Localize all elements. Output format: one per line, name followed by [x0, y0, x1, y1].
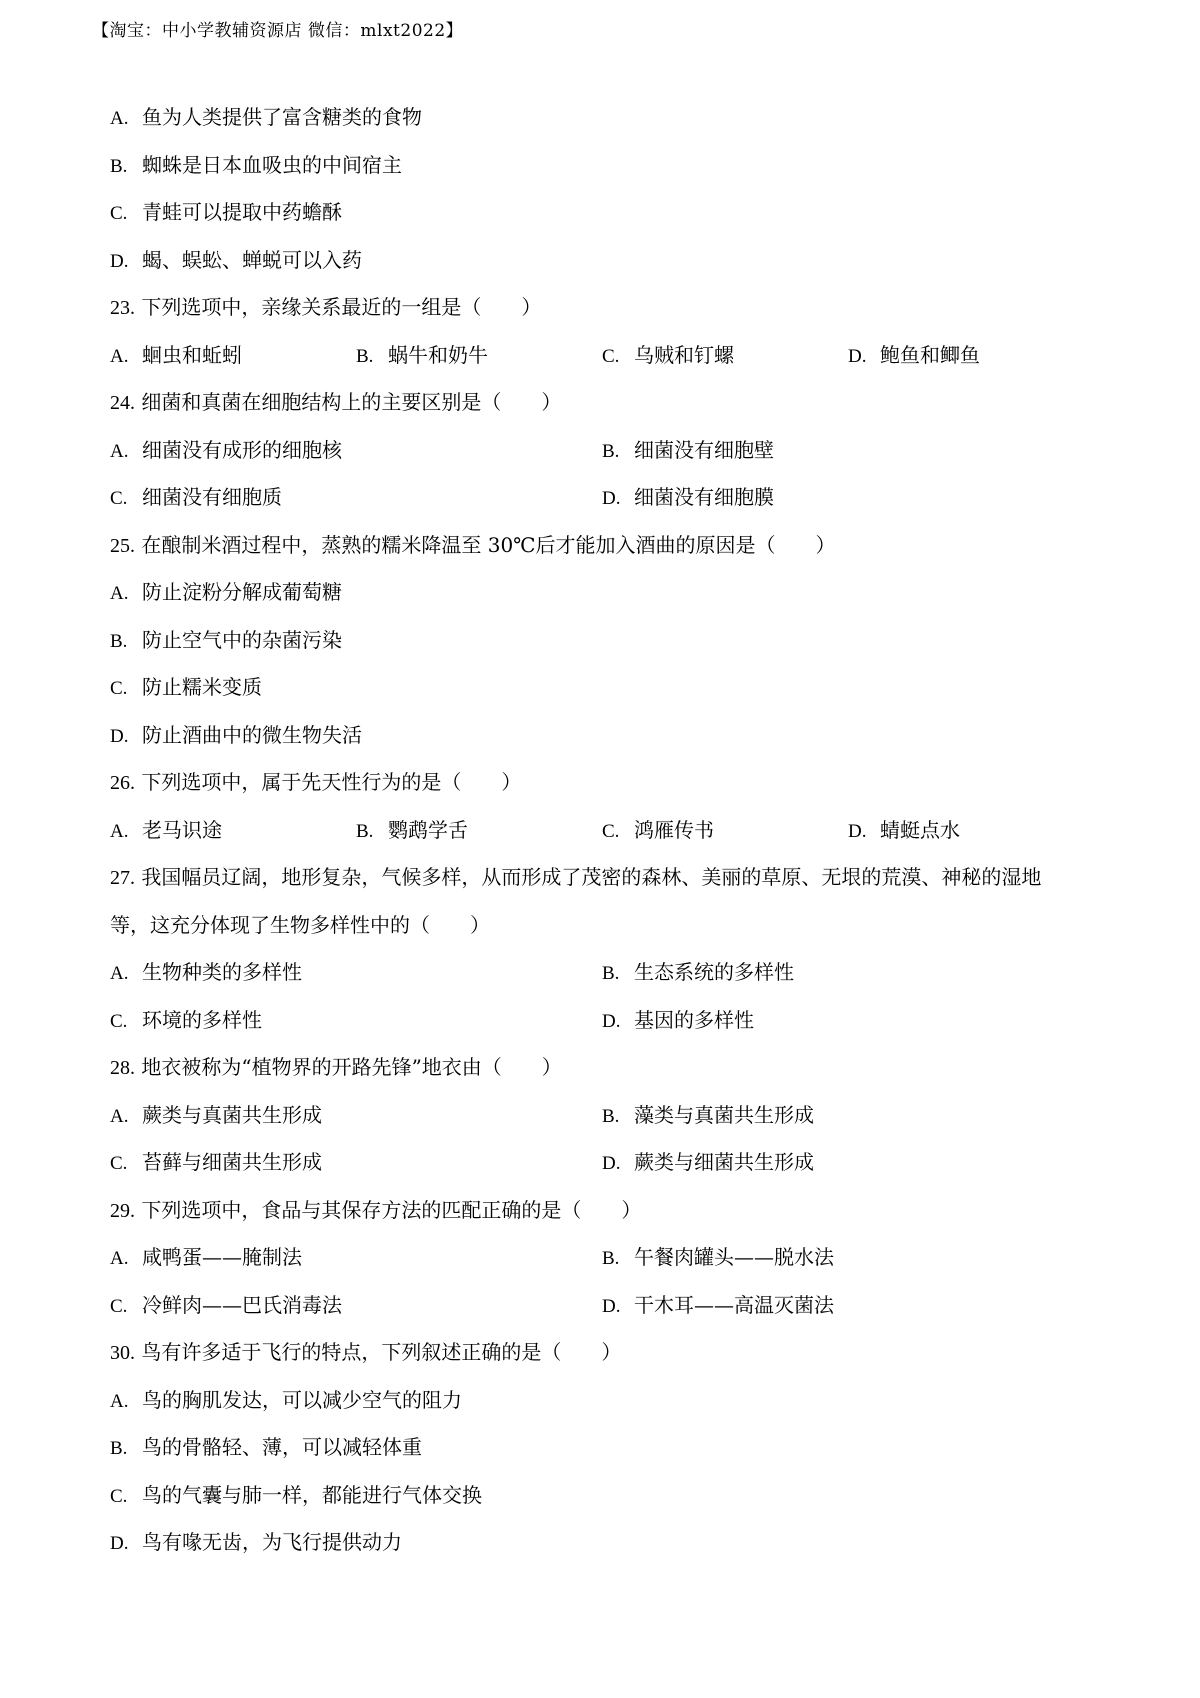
- q27-option-b: [602, 949, 1094, 998]
- question-number: 28.: [110, 1057, 135, 1079]
- question-stem: 下列选项中，亲缘关系最近的一组是（ ）: [141, 295, 542, 319]
- q27-option-a: [110, 949, 602, 998]
- q29-option-d: [602, 1282, 1094, 1331]
- q26-option-c: [602, 807, 848, 856]
- q29-option-a: [110, 1234, 602, 1283]
- option-letter: D.: [602, 1153, 621, 1174]
- option-letter: C.: [602, 345, 620, 367]
- option-letter: D.: [602, 1010, 621, 1032]
- question-stem: 鸟有许多适于飞行的特点，下列叙述正确的是（ ）: [141, 1340, 622, 1364]
- option-text: 乌贼和钉螺: [634, 342, 734, 367]
- q28-stem: [110, 1044, 1120, 1092]
- question-stem: 下列选项中，食品与其保存方法的匹配正确的是（ ）: [141, 1197, 642, 1222]
- option-letter: D.: [110, 250, 129, 272]
- q27-options-row-1: [110, 949, 1120, 997]
- option-text: 细菌没有细胞质: [142, 485, 282, 509]
- option-text: 生物种类的多样性: [142, 960, 302, 984]
- question-number: 26.: [110, 772, 135, 794]
- option-letter: D.: [602, 1295, 621, 1317]
- option-letter: B.: [602, 1248, 620, 1269]
- option-letter: D.: [602, 488, 621, 509]
- option-text: 老马识途: [142, 817, 222, 842]
- question-number: 29.: [110, 1199, 135, 1222]
- option-text: 鲍鱼和鲫鱼: [880, 342, 980, 367]
- option-letter: A.: [110, 820, 129, 842]
- q28-option-b: [602, 1092, 1094, 1141]
- q22-option-c: [110, 189, 1120, 237]
- q26-option-d: [848, 807, 1094, 856]
- option-text: 细菌没有细胞膜: [634, 485, 774, 509]
- q23-option-a: [110, 332, 356, 381]
- q22-option-a: [110, 94, 1120, 142]
- option-text: 冷鲜肉——巴氏消毒法: [142, 1292, 342, 1317]
- q23-options-row: [110, 332, 1120, 380]
- q23-stem: [110, 284, 1120, 332]
- option-text: 鹦鹉学舌: [388, 817, 468, 842]
- question-stem: 在酿制米酒过程中，蒸熟的糯米降温至 30℃后才能加入酒曲的原因是（ ）: [141, 532, 836, 557]
- option-letter: D.: [848, 345, 867, 367]
- q29-options-row-2: [110, 1282, 1120, 1330]
- q27-option-c: [110, 997, 602, 1046]
- q30-option-c: [110, 1472, 1120, 1520]
- question-stem: 下列选项中，属于先天性行为的是（ ）: [141, 770, 522, 794]
- option-text: 干木耳——高温灭菌法: [634, 1292, 834, 1317]
- option-letter: D.: [848, 820, 867, 842]
- option-text: 青蛙可以提取中药蟾酥: [142, 200, 342, 224]
- q25-option-c: [110, 664, 1120, 712]
- option-letter: C.: [110, 203, 128, 224]
- option-text: 蜗牛和奶牛: [388, 342, 488, 367]
- option-letter: B.: [602, 440, 620, 462]
- q30-stem: [110, 1329, 1120, 1377]
- question-stem: 我国幅员辽阔，地形复杂，气候多样，从而形成了茂密的森林、美丽的草原、无垠的荒漠、神秘的湿地: [141, 865, 1042, 889]
- option-text: 防止空气中的杂菌污染: [142, 627, 342, 652]
- option-text: 咸鸭蛋——腌制法: [142, 1245, 302, 1269]
- q24-option-c: [110, 474, 602, 523]
- option-text: 蕨类与真菌共生形成: [142, 1102, 322, 1127]
- q28-option-a: [110, 1092, 602, 1141]
- q23-option-b: [356, 332, 602, 381]
- option-letter: A.: [110, 583, 129, 604]
- q26-options-row: [110, 807, 1120, 855]
- option-text: 鱼为人类提供了富含糖类的食物: [142, 105, 422, 129]
- option-text: 生态系统的多样性: [634, 960, 794, 984]
- q24-option-a: [110, 427, 602, 476]
- option-text: 细菌没有成形的细胞核: [142, 437, 342, 462]
- option-letter: C.: [110, 1153, 128, 1174]
- option-text: 细菌没有细胞壁: [634, 437, 774, 462]
- option-letter: A.: [110, 1105, 129, 1127]
- option-text: 防止淀粉分解成葡萄糖: [142, 580, 342, 604]
- q24-option-d: [602, 474, 1094, 523]
- option-text: 蕨类与细菌共生形成: [634, 1150, 814, 1174]
- q23-option-d: [848, 332, 1094, 381]
- option-letter: A.: [110, 345, 129, 367]
- option-text: 鸟的气囊与肺一样，都能进行气体交换: [142, 1482, 482, 1507]
- q25-option-b: [110, 617, 1120, 665]
- q24-option-b: [602, 427, 1094, 476]
- q22-option-d: [110, 237, 1120, 285]
- option-text: 鸟的骨骼轻、薄，可以减轻体重: [142, 1435, 422, 1459]
- option-letter: A.: [110, 108, 129, 129]
- option-letter: B.: [356, 345, 374, 367]
- option-letter: B.: [356, 820, 374, 842]
- page-header-watermark: 【淘宝：中小学教辅资源店 微信：mlxt2022】: [92, 21, 464, 41]
- question-stem: 细菌和真菌在细胞结构上的主要区别是（ ）: [141, 390, 562, 414]
- q24-options-row-2: [110, 474, 1120, 522]
- option-letter: B.: [602, 963, 620, 984]
- q27-stem-line-2: [110, 902, 1120, 950]
- question-number: 23.: [110, 297, 135, 319]
- option-letter: B.: [110, 630, 128, 652]
- option-letter: D.: [110, 725, 129, 747]
- q24-options-row-1: [110, 427, 1120, 475]
- option-letter: C.: [110, 1485, 128, 1507]
- q27-stem-line-1: [110, 854, 1120, 902]
- q25-stem: [110, 522, 1120, 570]
- option-letter: C.: [110, 678, 128, 699]
- option-letter: A.: [110, 440, 129, 462]
- option-text: 蜻蜓点水: [880, 817, 960, 842]
- q29-option-b: [602, 1234, 1094, 1283]
- option-text: 蛔虫和蚯蚓: [142, 342, 242, 367]
- option-text: 基因的多样性: [634, 1007, 754, 1032]
- question-number: 24.: [110, 392, 135, 414]
- q26-stem: [110, 759, 1120, 807]
- option-letter: B.: [110, 155, 128, 177]
- q29-stem: [110, 1187, 1120, 1235]
- q27-options-row-2: [110, 997, 1120, 1045]
- option-letter: D.: [110, 1533, 129, 1554]
- option-text: 午餐肉罐头——脱水法: [634, 1245, 834, 1269]
- question-number: 25.: [110, 534, 135, 557]
- q29-options-row-1: [110, 1234, 1120, 1282]
- q25-option-d: [110, 712, 1120, 760]
- q30-option-a: [110, 1377, 1120, 1425]
- q26-option-a: [110, 807, 356, 856]
- option-text: 苔藓与细菌共生形成: [142, 1150, 322, 1174]
- option-letter: B.: [110, 1438, 128, 1459]
- option-letter: C.: [110, 1010, 128, 1032]
- q30-option-d: [110, 1519, 1120, 1567]
- question-content: [110, 94, 1120, 1567]
- q24-stem: [110, 379, 1120, 427]
- option-text: 蝎、蜈蚣、蝉蜕可以入药: [142, 247, 362, 272]
- option-text: 防止糯米变质: [142, 675, 262, 699]
- q27-option-d: [602, 997, 1094, 1046]
- option-text: 防止酒曲中的微生物失活: [142, 722, 362, 747]
- q28-option-c: [110, 1139, 602, 1188]
- q28-options-row-1: [110, 1092, 1120, 1140]
- question-stem: 地衣被称为“植物界的开路先锋”地衣由（ ）: [141, 1055, 562, 1079]
- q26-option-b: [356, 807, 602, 856]
- q23-option-c: [602, 332, 848, 381]
- q25-option-a: [110, 569, 1120, 617]
- option-text: 蜘蛛是日本血吸虫的中间宿主: [142, 152, 402, 177]
- option-text: 藻类与真菌共生形成: [634, 1102, 814, 1127]
- option-letter: C.: [110, 488, 128, 509]
- q28-options-row-2: [110, 1139, 1120, 1187]
- option-letter: A.: [110, 963, 129, 984]
- option-letter: C.: [602, 820, 620, 842]
- option-letter: A.: [110, 1248, 129, 1269]
- option-text: 鸿雁传书: [634, 817, 714, 842]
- q28-option-d: [602, 1139, 1094, 1188]
- option-text: 鸟的胸肌发达，可以减少空气的阻力: [142, 1387, 462, 1412]
- option-letter: A.: [110, 1390, 129, 1412]
- question-number: 30.: [110, 1342, 135, 1364]
- option-letter: B.: [602, 1105, 620, 1127]
- option-letter: C.: [110, 1295, 128, 1317]
- question-number: 27.: [110, 867, 135, 889]
- question-stem-continued: 等，这充分体现了生物多样性中的（ ）: [110, 912, 490, 937]
- q22-option-b: [110, 142, 1120, 190]
- option-text: 鸟有喙无齿，为飞行提供动力: [142, 1530, 402, 1554]
- q30-option-b: [110, 1424, 1120, 1472]
- option-text: 环境的多样性: [142, 1007, 262, 1032]
- q29-option-c: [110, 1282, 602, 1331]
